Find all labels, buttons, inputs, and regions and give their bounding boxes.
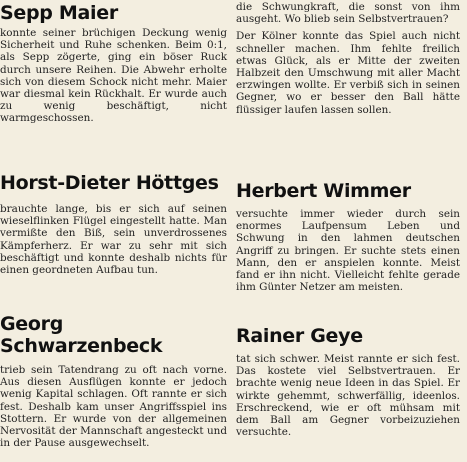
player-review: trieb sein Tatendrang zu oft nach vorne. Aus diesen Ausflügen konnte er jedoch wenig Kapital schlagen. Oft rannte er sich fest. Deshalb kam unser Angriffsspiel ins Stottern. Er wurde von der allgemeinen Nervosität der Mannschaft angesteckt und in der Pause ausgewechselt. xyxy=(0,364,227,450)
player-name: Rainer Geye xyxy=(236,325,363,347)
article-georg-schwarzenbeck xyxy=(0,313,227,449)
player-name: Horst-Dieter Höttges xyxy=(0,172,219,194)
player-review: brauchte lange, bis er sich auf seinen wieselflinken Flügel eingestellt hatte. Man vermißte den Biß, sein unverdrossenes Kämpferherz. Er war zu sehr mit sich beschäftigt und konnte deshalb nichts für einen geordneten Aufbau tun. xyxy=(0,203,227,277)
article-sepp-maier xyxy=(0,2,227,125)
player-name: Sepp Maier xyxy=(0,2,118,24)
player-name: Georg Schwarzenbeck xyxy=(0,313,163,357)
article-horst-dieter-hoettges xyxy=(0,172,227,276)
article-herbert-wimmer xyxy=(236,180,460,293)
article-continuation xyxy=(236,1,460,116)
player-review: tat sich schwer. Meist rannte er sich fest. Das kostete viel Selbstvertrauen. Er brachte wenig neue Ideen in das Spiel. Er wirkte gehemmt, schwerfällig, ideenlos. Erschreckend, wie er oft mühsam mit dem Ball am Gegner vorbeizuziehen versuchte. xyxy=(236,353,460,439)
player-review: konnte seiner brüchigen Deckung wenig Sicherheit und Ruhe schenken. Beim 0:1, als Sepp zögerte, ging ein böser Ruck durch unsere Reihen. Die Abwehr erholte sich von diesem Schock nicht mehr. Maier war diesmal kein Rückhalt. Er wurde auch zu wenig beschäftigt, nicht warmgeschossen. xyxy=(0,27,227,125)
player-review: versuchte immer wieder durch sein enormes Laufpensum Leben und Schwung in den lahmen deutschen Angriff zu bringen. Er suchte stets einen Mann, den er anspielen konnte. Meist fand er ihn nicht. Vielleicht fehlte gerade ihm Günter Netzer am meisten. xyxy=(236,208,460,294)
continuation-paragraph-1: die Schwungkraft, die sonst von ihm ausgeht. Wo blieb sein Selbstvertrauen? xyxy=(236,1,460,26)
article-rainer-geye xyxy=(236,325,460,438)
player-name: Herbert Wimmer xyxy=(236,180,411,202)
continuation-paragraph-2: Der Kölner konnte das Spiel auch nicht schneller machen. Ihm fehlte freilich etwas Glück, als er Mitte der zweiten Halbzeit den Umschwung mit aller Macht erzwingen wollte. Er verbiß sich in seinen Gegner, wo er besser den Ball hätte flüssiger laufen lassen sollen. xyxy=(236,30,460,116)
